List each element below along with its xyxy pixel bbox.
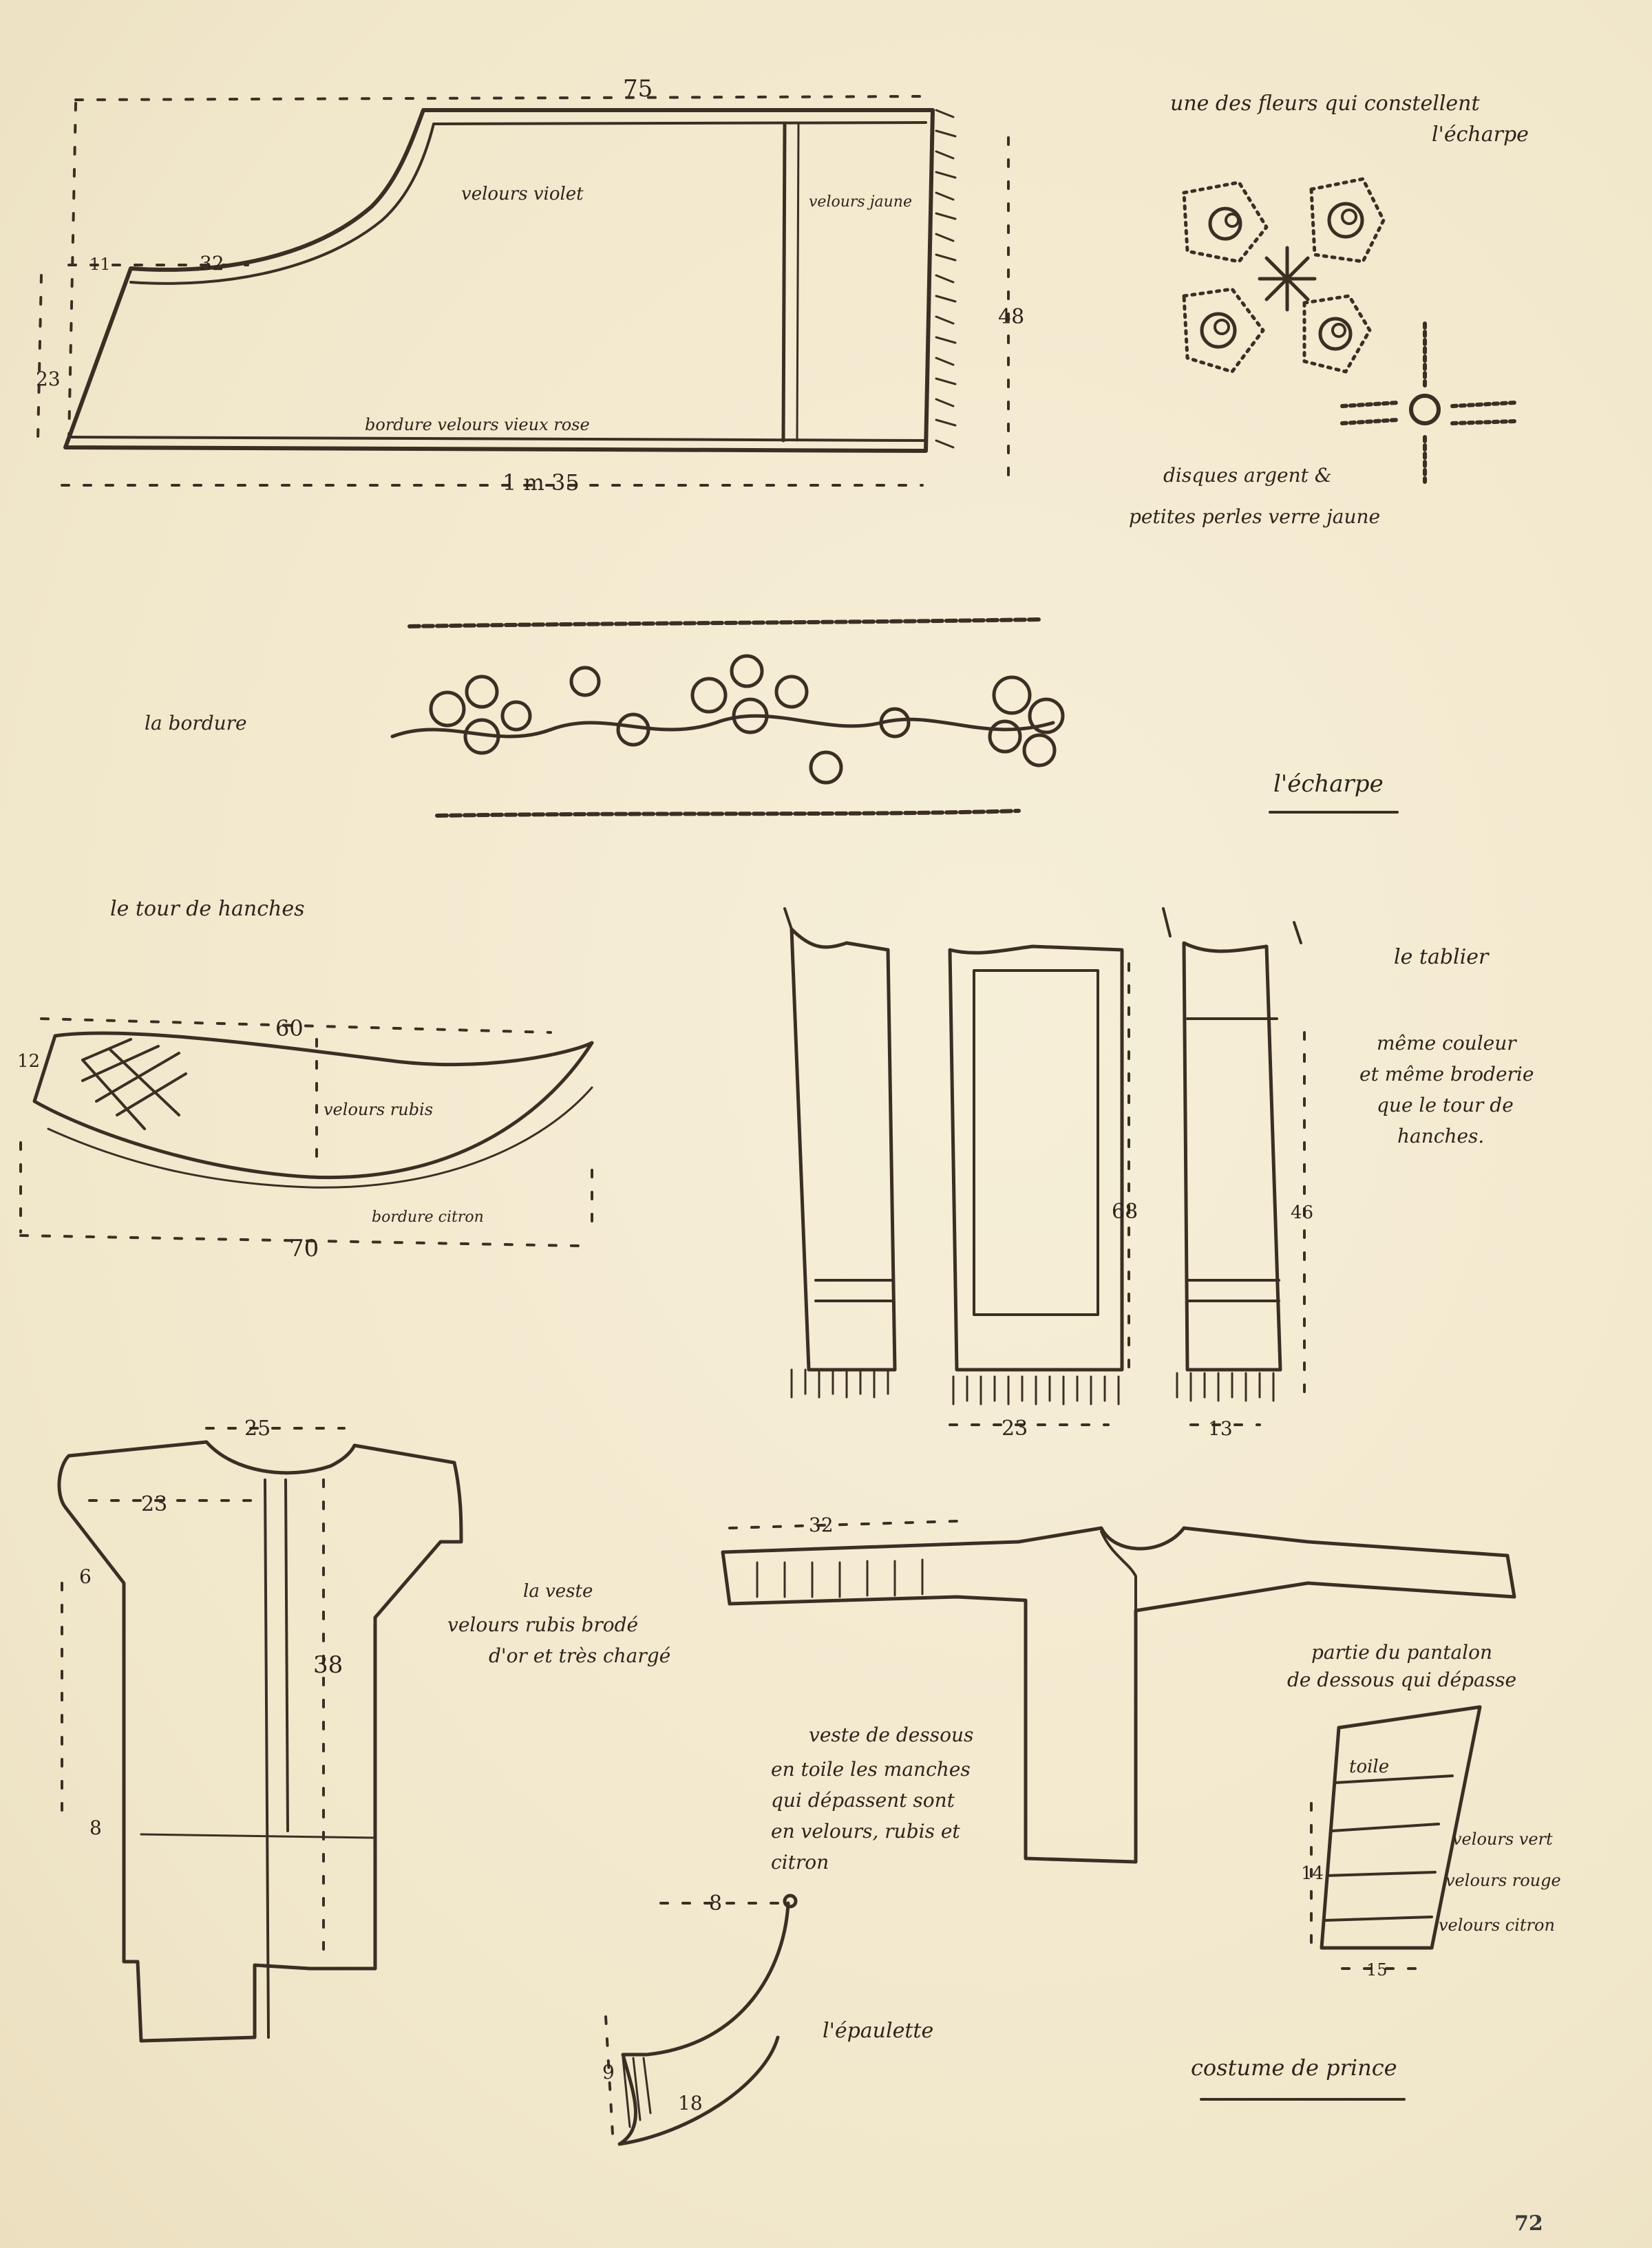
hip-label-citron: bordure citron xyxy=(372,1209,484,1226)
hip-dim-top: 60 xyxy=(275,1015,304,1041)
embroidered-border xyxy=(145,619,1397,816)
undervest-dim-sleeve: 32 xyxy=(809,1514,834,1536)
scarf-label-border: bordure velours vieux rose xyxy=(365,415,590,434)
trousers-label-red: velours rouge xyxy=(1446,1871,1561,1890)
page-footer xyxy=(1191,2055,1543,2236)
vest-dim-height: 38 xyxy=(313,1651,343,1679)
hip-title: le tour de hanches xyxy=(110,897,305,921)
scarf-dim-right: 48 xyxy=(998,305,1025,329)
vest-dim-neck: 25 xyxy=(244,1417,271,1441)
trousers-label-green: velours vert xyxy=(1452,1830,1553,1849)
epaulette-pattern xyxy=(602,1891,933,2144)
flower-note-line2: petites perles verre jaune xyxy=(1129,505,1381,528)
flower-petal-top-right xyxy=(1311,179,1384,262)
trousers-caption-line1: partie du pantalon xyxy=(1311,1641,1492,1664)
flower-star xyxy=(1260,248,1315,310)
undervest-caption-line5: citron xyxy=(771,1851,829,1874)
trousers-dim-height: 14 xyxy=(1301,1863,1324,1884)
scarf-dim-top: 75 xyxy=(623,75,653,103)
page-number: 72 xyxy=(1514,2212,1543,2236)
apron-title: le tablier xyxy=(1394,945,1489,969)
scarf-dim-bottom: 1 m 35 xyxy=(502,469,580,496)
undervest-caption-line1: veste de dessous xyxy=(809,1724,974,1746)
hip-belt-pattern xyxy=(17,897,592,1262)
flower-note-line1: disques argent & xyxy=(1163,464,1332,487)
apron-dim-height: 68 xyxy=(1112,1200,1139,1224)
hip-dim-side: 12 xyxy=(17,1051,41,1072)
trousers-label-citron: velours citron xyxy=(1439,1916,1555,1935)
vest-dim-hem: 8 xyxy=(89,1816,102,1839)
border-flowers xyxy=(431,656,1063,783)
undervest-caption-line4: en velours, rubis et xyxy=(771,1820,960,1843)
trousers-label-top: toile xyxy=(1349,1757,1390,1777)
flower-caption-line2: l'écharpe xyxy=(1432,123,1529,147)
trousers-pattern xyxy=(1287,1641,1561,1980)
vest-caption-line3: d'or et très chargé xyxy=(489,1644,671,1667)
epaulette-dim-bottom: 18 xyxy=(678,2092,703,2114)
scarf-pattern xyxy=(36,75,1024,496)
vest-caption-line2: velours rubis brodé xyxy=(447,1613,639,1636)
vest-dim-sleeve: 6 xyxy=(79,1565,92,1588)
scarf-dim-left: 23 xyxy=(36,368,61,390)
vest-pattern xyxy=(59,1417,670,2041)
flower-detail xyxy=(1129,92,1529,528)
flower-caption-line1: une des fleurs qui constellent xyxy=(1170,92,1480,116)
apron-right-panel xyxy=(1177,943,1280,1401)
scarf-dim-notch: 11 xyxy=(89,255,111,274)
vest-caption-line1: la veste xyxy=(523,1581,593,1602)
flower-petal-top-left xyxy=(1184,182,1267,262)
flower-petal-bottom-right xyxy=(1304,296,1370,372)
apron-left-panel xyxy=(792,929,895,1397)
apron-note-line3: que le tour de xyxy=(1377,1094,1514,1116)
bead-strings xyxy=(1342,324,1514,482)
undervest-caption-line2: en toile les manches xyxy=(771,1758,971,1781)
trousers-dim-width: 15 xyxy=(1366,1960,1388,1980)
apron-note-line1: même couleur xyxy=(1377,1032,1516,1054)
scarf-label-violet: velours violet xyxy=(461,184,584,204)
undervest-caption-line3: qui dépassent sont xyxy=(771,1789,955,1812)
trousers-caption-line2: de dessous qui dépasse xyxy=(1287,1668,1517,1691)
footer-caption: costume de prince xyxy=(1191,2055,1397,2081)
border-right-label: l'écharpe xyxy=(1273,770,1384,798)
undervest-pattern xyxy=(723,1514,1517,1874)
apron-center-panel xyxy=(950,946,1122,1404)
border-left-label: la bordure xyxy=(145,712,247,734)
scarf-label-yellow: velours jaune xyxy=(809,193,912,211)
hip-dim-bottom: 70 xyxy=(289,1235,319,1262)
apron-dim-side-width: 13 xyxy=(1208,1417,1233,1440)
apron-note-line2: et même broderie xyxy=(1359,1063,1534,1085)
apron-dim-side: 46 xyxy=(1291,1202,1314,1223)
epaulette-dim-top: 8 xyxy=(709,1891,723,1916)
vest-dim-width: 23 xyxy=(141,1492,168,1516)
apron-note-line4: hanches. xyxy=(1397,1125,1485,1147)
apron-dim-center-width: 23 xyxy=(1002,1417,1028,1441)
hip-label-red: velours rubis xyxy=(324,1100,434,1119)
scarf-dim-curve: 32 xyxy=(200,252,224,275)
epaulette-dim-side: 9 xyxy=(602,2061,615,2083)
flower-petal-bottom-left xyxy=(1184,289,1263,372)
epaulette-label: l'épaulette xyxy=(823,2019,934,2043)
apron-pattern xyxy=(785,909,1534,1441)
